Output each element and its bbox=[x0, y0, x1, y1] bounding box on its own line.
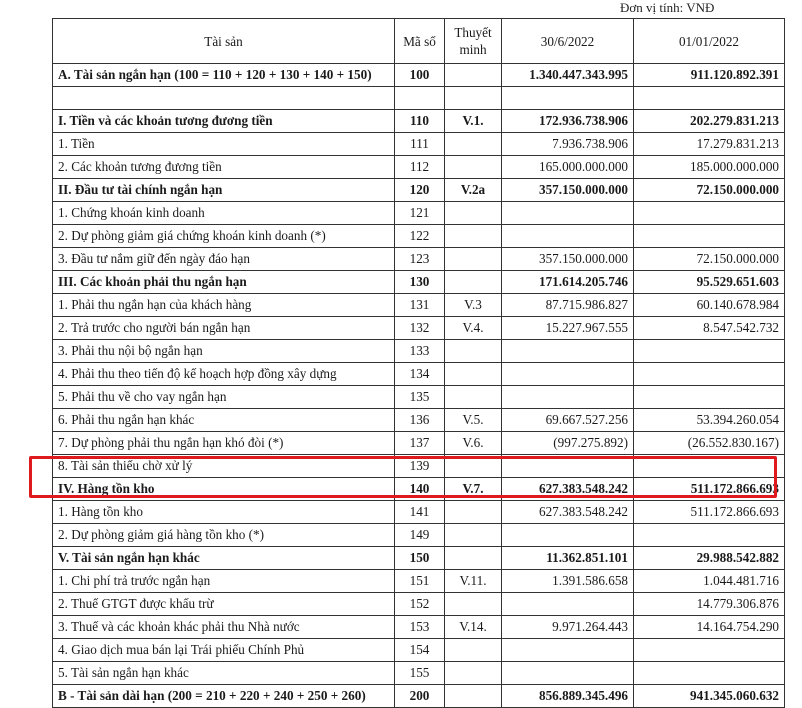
header-date-1: 30/6/2022 bbox=[502, 19, 634, 64]
row-value-01-01-2022-cell bbox=[634, 662, 785, 685]
row-name-cell: 3. Phải thu nội bộ ngắn hạn bbox=[53, 340, 395, 363]
row-value-01-01-2022-cell: (26.552.830.167) bbox=[634, 432, 785, 455]
table-row bbox=[53, 271, 785, 294]
row-value-30-6-2022-cell: 627.383.548.242 bbox=[502, 501, 634, 524]
row-code-cell: 136 bbox=[395, 409, 445, 432]
row-value-30-6-2022-cell bbox=[502, 524, 634, 547]
row-note-cell bbox=[445, 363, 502, 386]
table-row bbox=[53, 524, 785, 547]
row-value-01-01-2022-cell: 72.150.000.000 bbox=[634, 248, 785, 271]
row-code-cell: 110 bbox=[395, 110, 445, 133]
row-note-cell bbox=[445, 340, 502, 363]
row-note-cell bbox=[445, 593, 502, 616]
row-value-01-01-2022-cell: 60.140.678.984 bbox=[634, 294, 785, 317]
row-note-cell bbox=[445, 662, 502, 685]
row-value-30-6-2022-cell bbox=[502, 386, 634, 409]
header-asset: Tài sản bbox=[53, 19, 395, 64]
row-name-cell: 1. Chi phí trả trước ngắn hạn bbox=[53, 570, 395, 593]
row-note-cell bbox=[445, 685, 502, 708]
row-value-30-6-2022-cell bbox=[502, 455, 634, 478]
table-row bbox=[53, 616, 785, 639]
row-value-30-6-2022-cell bbox=[502, 225, 634, 248]
row-value-30-6-2022-cell: 165.000.000.000 bbox=[502, 156, 634, 179]
table-body bbox=[53, 64, 785, 708]
row-note-cell bbox=[445, 202, 502, 225]
row-code-cell: 120 bbox=[395, 179, 445, 202]
row-code-cell: 112 bbox=[395, 156, 445, 179]
row-value-30-6-2022-cell: (997.275.892) bbox=[502, 432, 634, 455]
row-value-01-01-2022-cell: 17.279.831.213 bbox=[634, 133, 785, 156]
row-name-cell: 2. Các khoản tương đương tiền bbox=[53, 156, 395, 179]
row-value-30-6-2022-cell: 1.391.586.658 bbox=[502, 570, 634, 593]
row-code-cell: 134 bbox=[395, 363, 445, 386]
table-row bbox=[53, 662, 785, 685]
unit-label: Đơn vị tính: VNĐ bbox=[620, 0, 715, 15]
row-value-30-6-2022-cell: 11.362.851.101 bbox=[502, 547, 634, 570]
row-note-cell bbox=[445, 156, 502, 179]
row-value-30-6-2022-cell: 357.150.000.000 bbox=[502, 248, 634, 271]
row-name-cell: 1. Phải thu ngắn hạn của khách hàng bbox=[53, 294, 395, 317]
row-value-30-6-2022-cell bbox=[502, 662, 634, 685]
row-note-cell bbox=[445, 501, 502, 524]
row-value-30-6-2022-cell: 856.889.345.496 bbox=[502, 685, 634, 708]
table-row bbox=[53, 294, 785, 317]
row-value-01-01-2022-cell bbox=[634, 225, 785, 248]
table-row bbox=[53, 248, 785, 271]
row-note-cell bbox=[445, 64, 502, 87]
table-row bbox=[53, 156, 785, 179]
row-note-cell: V.3 bbox=[445, 294, 502, 317]
row-note-cell bbox=[445, 547, 502, 570]
table-row bbox=[53, 478, 785, 501]
table-row bbox=[53, 593, 785, 616]
table-row bbox=[53, 547, 785, 570]
row-value-01-01-2022-cell: 8.547.542.732 bbox=[634, 317, 785, 340]
row-code-cell: 155 bbox=[395, 662, 445, 685]
table-row bbox=[53, 225, 785, 248]
table-row bbox=[53, 386, 785, 409]
separator-row bbox=[53, 87, 785, 110]
row-note-cell bbox=[445, 248, 502, 271]
row-value-01-01-2022-cell: 941.345.060.632 bbox=[634, 685, 785, 708]
row-name-cell: 1. Chứng khoán kinh doanh bbox=[53, 202, 395, 225]
separator-cell bbox=[53, 87, 395, 110]
row-name-cell: B - Tài sản dài hạn (200 = 210 + 220 + 240 + 250 + 260) bbox=[53, 685, 395, 708]
row-note-cell bbox=[445, 639, 502, 662]
row-note-cell bbox=[445, 524, 502, 547]
table-header-row bbox=[53, 19, 785, 64]
header-date-2: 01/01/2022 bbox=[634, 19, 785, 64]
row-name-cell: 4. Giao dịch mua bán lại Trái phiếu Chính Phủ bbox=[53, 639, 395, 662]
row-note-cell bbox=[445, 133, 502, 156]
row-name-cell: 2. Dự phòng giảm giá hàng tồn kho (*) bbox=[53, 524, 395, 547]
table-row bbox=[53, 455, 785, 478]
header-code: Mã số bbox=[395, 19, 445, 64]
row-note-cell: V.4. bbox=[445, 317, 502, 340]
row-value-01-01-2022-cell bbox=[634, 455, 785, 478]
row-code-cell: 151 bbox=[395, 570, 445, 593]
row-value-01-01-2022-cell: 95.529.651.603 bbox=[634, 271, 785, 294]
row-value-30-6-2022-cell bbox=[502, 363, 634, 386]
row-code-cell: 132 bbox=[395, 317, 445, 340]
row-value-30-6-2022-cell: 9.971.264.443 bbox=[502, 616, 634, 639]
row-value-30-6-2022-cell bbox=[502, 202, 634, 225]
row-value-01-01-2022-cell: 202.279.831.213 bbox=[634, 110, 785, 133]
row-value-01-01-2022-cell: 185.000.000.000 bbox=[634, 156, 785, 179]
row-name-cell: IV. Hàng tồn kho bbox=[53, 478, 395, 501]
row-name-cell: 6. Phải thu ngắn hạn khác bbox=[53, 409, 395, 432]
row-value-01-01-2022-cell: 29.988.542.882 bbox=[634, 547, 785, 570]
row-name-cell: 3. Đầu tư nắm giữ đến ngày đáo hạn bbox=[53, 248, 395, 271]
row-name-cell: 5. Tài sản ngắn hạn khác bbox=[53, 662, 395, 685]
row-name-cell: 2. Dự phòng giảm giá chứng khoán kinh doanh (*) bbox=[53, 225, 395, 248]
row-value-30-6-2022-cell bbox=[502, 639, 634, 662]
row-note-cell: V.7. bbox=[445, 478, 502, 501]
row-value-01-01-2022-cell bbox=[634, 386, 785, 409]
row-code-cell: 200 bbox=[395, 685, 445, 708]
row-code-cell: 152 bbox=[395, 593, 445, 616]
table-row bbox=[53, 639, 785, 662]
row-name-cell: 8. Tài sản thiếu chờ xử lý bbox=[53, 455, 395, 478]
row-value-01-01-2022-cell bbox=[634, 639, 785, 662]
row-code-cell: 133 bbox=[395, 340, 445, 363]
row-code-cell: 121 bbox=[395, 202, 445, 225]
row-name-cell: 4. Phải thu theo tiến độ kế hoạch hợp đồng xây dựng bbox=[53, 363, 395, 386]
table-row bbox=[53, 110, 785, 133]
header-note: Thuyết minh bbox=[445, 19, 502, 64]
row-name-cell: V. Tài sản ngắn hạn khác bbox=[53, 547, 395, 570]
row-name-cell: 1. Hàng tồn kho bbox=[53, 501, 395, 524]
row-value-01-01-2022-cell: 511.172.866.693 bbox=[634, 478, 785, 501]
row-value-01-01-2022-cell: 14.164.754.290 bbox=[634, 616, 785, 639]
row-name-cell: 2. Thuế GTGT được khấu trừ bbox=[53, 593, 395, 616]
row-note-cell: V.14. bbox=[445, 616, 502, 639]
row-code-cell: 131 bbox=[395, 294, 445, 317]
table-row bbox=[53, 202, 785, 225]
row-code-cell: 140 bbox=[395, 478, 445, 501]
table-row bbox=[53, 133, 785, 156]
row-name-cell: 3. Thuế và các khoản khác phải thu Nhà nước bbox=[53, 616, 395, 639]
row-note-cell bbox=[445, 386, 502, 409]
row-value-30-6-2022-cell: 1.340.447.343.995 bbox=[502, 64, 634, 87]
separator-cell bbox=[395, 87, 445, 110]
row-name-cell: 1. Tiền bbox=[53, 133, 395, 156]
row-value-30-6-2022-cell: 172.936.738.906 bbox=[502, 110, 634, 133]
separator-cell bbox=[502, 87, 634, 110]
table-row bbox=[53, 340, 785, 363]
row-value-01-01-2022-cell bbox=[634, 524, 785, 547]
row-value-30-6-2022-cell bbox=[502, 340, 634, 363]
row-value-01-01-2022-cell: 14.779.306.876 bbox=[634, 593, 785, 616]
row-note-cell: V.11. bbox=[445, 570, 502, 593]
row-name-cell: A. Tài sản ngắn hạn (100 = 110 + 120 + 130 + 140 + 150) bbox=[53, 64, 395, 87]
row-code-cell: 100 bbox=[395, 64, 445, 87]
separator-cell bbox=[445, 87, 502, 110]
row-code-cell: 130 bbox=[395, 271, 445, 294]
row-note-cell: V.6. bbox=[445, 432, 502, 455]
table-row bbox=[53, 363, 785, 386]
row-code-cell: 139 bbox=[395, 455, 445, 478]
row-name-cell: 7. Dự phòng phải thu ngắn hạn khó đòi (*) bbox=[53, 432, 395, 455]
row-value-01-01-2022-cell: 1.044.481.716 bbox=[634, 570, 785, 593]
row-name-cell: III. Các khoản phải thu ngắn hạn bbox=[53, 271, 395, 294]
row-note-cell: V.5. bbox=[445, 409, 502, 432]
table-row bbox=[53, 317, 785, 340]
row-code-cell: 150 bbox=[395, 547, 445, 570]
row-value-30-6-2022-cell: 357.150.000.000 bbox=[502, 179, 634, 202]
row-note-cell: V.1. bbox=[445, 110, 502, 133]
row-value-30-6-2022-cell: 627.383.548.242 bbox=[502, 478, 634, 501]
row-value-30-6-2022-cell: 7.936.738.906 bbox=[502, 133, 634, 156]
table-row bbox=[53, 409, 785, 432]
row-value-30-6-2022-cell bbox=[502, 593, 634, 616]
row-code-cell: 111 bbox=[395, 133, 445, 156]
row-value-01-01-2022-cell: 53.394.260.054 bbox=[634, 409, 785, 432]
row-value-01-01-2022-cell bbox=[634, 363, 785, 386]
row-code-cell: 135 bbox=[395, 386, 445, 409]
row-note-cell bbox=[445, 271, 502, 294]
row-value-30-6-2022-cell: 171.614.205.746 bbox=[502, 271, 634, 294]
row-code-cell: 149 bbox=[395, 524, 445, 547]
row-value-30-6-2022-cell: 15.227.967.555 bbox=[502, 317, 634, 340]
row-name-cell: I. Tiền và các khoản tương đương tiền bbox=[53, 110, 395, 133]
separator-cell bbox=[634, 87, 785, 110]
row-value-01-01-2022-cell bbox=[634, 202, 785, 225]
row-name-cell: 2. Trả trước cho người bán ngắn hạn bbox=[53, 317, 395, 340]
row-note-cell bbox=[445, 455, 502, 478]
table-row bbox=[53, 432, 785, 455]
row-code-cell: 153 bbox=[395, 616, 445, 639]
table-row bbox=[53, 570, 785, 593]
row-note-cell: V.2a bbox=[445, 179, 502, 202]
row-name-cell: 5. Phải thu về cho vay ngắn hạn bbox=[53, 386, 395, 409]
table-row bbox=[53, 64, 785, 87]
row-value-01-01-2022-cell bbox=[634, 340, 785, 363]
row-code-cell: 122 bbox=[395, 225, 445, 248]
row-value-01-01-2022-cell: 911.120.892.391 bbox=[634, 64, 785, 87]
row-value-30-6-2022-cell: 87.715.986.827 bbox=[502, 294, 634, 317]
row-code-cell: 154 bbox=[395, 639, 445, 662]
row-value-01-01-2022-cell: 72.150.000.000 bbox=[634, 179, 785, 202]
table-row bbox=[53, 685, 785, 708]
row-value-30-6-2022-cell: 69.667.527.256 bbox=[502, 409, 634, 432]
table-row bbox=[53, 179, 785, 202]
table-row bbox=[53, 501, 785, 524]
balance-sheet-table bbox=[52, 18, 785, 708]
row-name-cell: II. Đầu tư tài chính ngắn hạn bbox=[53, 179, 395, 202]
row-code-cell: 141 bbox=[395, 501, 445, 524]
row-value-01-01-2022-cell: 511.172.866.693 bbox=[634, 501, 785, 524]
row-code-cell: 123 bbox=[395, 248, 445, 271]
row-note-cell bbox=[445, 225, 502, 248]
row-code-cell: 137 bbox=[395, 432, 445, 455]
